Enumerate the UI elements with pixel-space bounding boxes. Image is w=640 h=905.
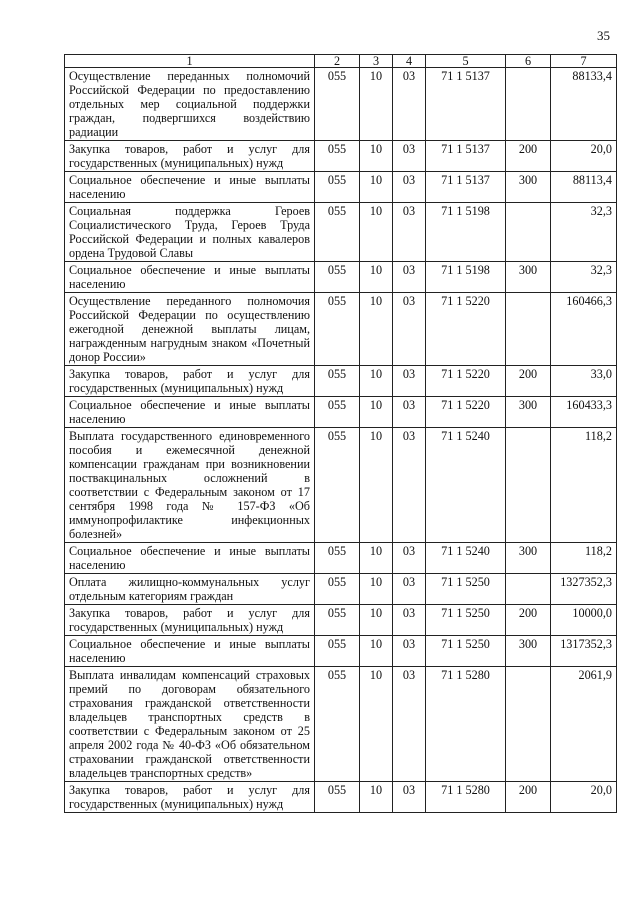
table-row: [65, 68, 617, 141]
department-code-cell: 055: [315, 636, 360, 667]
header-col-4: 4: [393, 55, 426, 68]
amount-cell: 10000,0: [551, 605, 617, 636]
target-article-cell: 71 1 5137: [426, 172, 506, 203]
description-cell: Закупка товаров, работ и услуг для государственных (муниципальных) нужд: [65, 141, 315, 172]
department-code-cell: 055: [315, 782, 360, 813]
department-code-cell: 055: [315, 543, 360, 574]
expense-type-cell: 300: [506, 636, 551, 667]
table-row: [65, 262, 617, 293]
section-code-cell: 10: [360, 141, 393, 172]
department-code-cell: 055: [315, 428, 360, 543]
target-article-cell: 71 1 5137: [426, 141, 506, 172]
subsection-code-cell: 03: [393, 574, 426, 605]
header-col-7: 7: [551, 55, 617, 68]
table-row: [65, 141, 617, 172]
description-cell: Выплата инвалидам компенсаций страховых премий по договорам обязательного страхования гражданской ответственности владельцев транспортных средств в соответствии с Федеральным законом от 25 апреля 2002 года № 40-ФЗ «Об обязательном страховании гражданской ответственности владельцев транспортных средств»: [65, 667, 315, 782]
description-cell: Социальное обеспечение и иные выплаты населению: [65, 543, 315, 574]
target-article-cell: 71 1 5220: [426, 397, 506, 428]
budget-table: [64, 54, 617, 813]
expense-type-cell: 200: [506, 366, 551, 397]
target-article-cell: 71 1 5250: [426, 605, 506, 636]
header-col-3: 3: [360, 55, 393, 68]
target-article-cell: 71 1 5220: [426, 366, 506, 397]
amount-cell: 1327352,3: [551, 574, 617, 605]
subsection-code-cell: 03: [393, 605, 426, 636]
section-code-cell: 10: [360, 262, 393, 293]
description-cell: Выплата государственного единовременного пособия и ежемесячной денежной компенсации гражданам при возникновении поствакцинальных осложнений в соответствии с Федеральным законом от 17 сентября 1998 года № 157-ФЗ «Об иммунопрофилактике инфекционных болезней»: [65, 428, 315, 543]
department-code-cell: 055: [315, 203, 360, 262]
description-cell: Социальное обеспечение и иные выплаты населению: [65, 262, 315, 293]
subsection-code-cell: 03: [393, 203, 426, 262]
section-code-cell: 10: [360, 366, 393, 397]
section-code-cell: 10: [360, 293, 393, 366]
description-cell: Социальное обеспечение и иные выплаты населению: [65, 172, 315, 203]
table-row: [65, 172, 617, 203]
target-article-cell: 71 1 5137: [426, 68, 506, 141]
header-col-6: 6: [506, 55, 551, 68]
description-cell: Осуществление переданных полномочий Российской Федерации по предоставлению отдельных мер социальной поддержки граждан, подвергшихся воздействию радиации: [65, 68, 315, 141]
department-code-cell: 055: [315, 366, 360, 397]
section-code-cell: 10: [360, 667, 393, 782]
table-row: [65, 667, 617, 782]
table-row: [65, 574, 617, 605]
department-code-cell: 055: [315, 262, 360, 293]
expense-type-cell: [506, 68, 551, 141]
subsection-code-cell: 03: [393, 782, 426, 813]
subsection-code-cell: 03: [393, 366, 426, 397]
target-article-cell: 71 1 5280: [426, 782, 506, 813]
header-col-1: 1: [65, 55, 315, 68]
expense-type-cell: 300: [506, 543, 551, 574]
table-row: [65, 203, 617, 262]
target-article-cell: 71 1 5240: [426, 428, 506, 543]
amount-cell: 88113,4: [551, 172, 617, 203]
section-code-cell: 10: [360, 605, 393, 636]
subsection-code-cell: 03: [393, 172, 426, 203]
table-row: [65, 428, 617, 543]
amount-cell: 160433,3: [551, 397, 617, 428]
subsection-code-cell: 03: [393, 543, 426, 574]
subsection-code-cell: 03: [393, 428, 426, 543]
table-row: [65, 543, 617, 574]
expense-type-cell: 300: [506, 262, 551, 293]
table-row: [65, 397, 617, 428]
table-row: [65, 636, 617, 667]
expense-type-cell: [506, 203, 551, 262]
header-row: [65, 55, 617, 68]
section-code-cell: 10: [360, 203, 393, 262]
expense-type-cell: [506, 428, 551, 543]
amount-cell: 32,3: [551, 203, 617, 262]
department-code-cell: 055: [315, 141, 360, 172]
page-number: 35: [597, 28, 610, 43]
description-cell: Социальное обеспечение и иные выплаты населению: [65, 397, 315, 428]
expense-type-cell: [506, 574, 551, 605]
description-cell: Социальное обеспечение и иные выплаты населению: [65, 636, 315, 667]
table-body: [65, 68, 617, 813]
amount-cell: 32,3: [551, 262, 617, 293]
expense-type-cell: 200: [506, 605, 551, 636]
amount-cell: 1317352,3: [551, 636, 617, 667]
section-code-cell: 10: [360, 782, 393, 813]
department-code-cell: 055: [315, 293, 360, 366]
section-code-cell: 10: [360, 428, 393, 543]
amount-cell: 160466,3: [551, 293, 617, 366]
amount-cell: 88133,4: [551, 68, 617, 141]
target-article-cell: 71 1 5250: [426, 636, 506, 667]
department-code-cell: 055: [315, 397, 360, 428]
department-code-cell: 055: [315, 68, 360, 141]
subsection-code-cell: 03: [393, 636, 426, 667]
description-cell: Закупка товаров, работ и услуг для государственных (муниципальных) нужд: [65, 605, 315, 636]
expense-type-cell: 300: [506, 172, 551, 203]
expense-type-cell: 200: [506, 782, 551, 813]
section-code-cell: 10: [360, 172, 393, 203]
target-article-cell: 71 1 5220: [426, 293, 506, 366]
expense-type-cell: 200: [506, 141, 551, 172]
amount-cell: 33,0: [551, 366, 617, 397]
amount-cell: 20,0: [551, 782, 617, 813]
expense-type-cell: [506, 667, 551, 782]
description-cell: Оплата жилищно-коммунальных услуг отдельным категориям граждан: [65, 574, 315, 605]
header-col-2: 2: [315, 55, 360, 68]
department-code-cell: 055: [315, 605, 360, 636]
description-cell: Социальная поддержка Героев Социалистического Труда, Героев Труда Российской Федерации и полных кавалеров ордена Трудовой Славы: [65, 203, 315, 262]
section-code-cell: 10: [360, 397, 393, 428]
table-row: [65, 782, 617, 813]
table-row: [65, 605, 617, 636]
section-code-cell: 10: [360, 636, 393, 667]
subsection-code-cell: 03: [393, 141, 426, 172]
header-col-5: 5: [426, 55, 506, 68]
description-cell: Закупка товаров, работ и услуг для государственных (муниципальных) нужд: [65, 782, 315, 813]
department-code-cell: 055: [315, 574, 360, 605]
amount-cell: 118,2: [551, 543, 617, 574]
description-cell: Закупка товаров, работ и услуг для государственных (муниципальных) нужд: [65, 366, 315, 397]
description-cell: Осуществление переданного полномочия Российской Федерации по осуществлению ежегодной денежной выплаты лицам, награжденным нагрудным знаком «Почетный донор России»: [65, 293, 315, 366]
target-article-cell: 71 1 5198: [426, 262, 506, 293]
table-row: [65, 293, 617, 366]
target-article-cell: 71 1 5280: [426, 667, 506, 782]
subsection-code-cell: 03: [393, 68, 426, 141]
target-article-cell: 71 1 5240: [426, 543, 506, 574]
target-article-cell: 71 1 5250: [426, 574, 506, 605]
target-article-cell: 71 1 5198: [426, 203, 506, 262]
amount-cell: 2061,9: [551, 667, 617, 782]
expense-type-cell: 300: [506, 397, 551, 428]
amount-cell: 118,2: [551, 428, 617, 543]
department-code-cell: 055: [315, 667, 360, 782]
amount-cell: 20,0: [551, 141, 617, 172]
section-code-cell: 10: [360, 68, 393, 141]
subsection-code-cell: 03: [393, 262, 426, 293]
department-code-cell: 055: [315, 172, 360, 203]
subsection-code-cell: 03: [393, 667, 426, 782]
table-row: [65, 366, 617, 397]
table-header: [65, 55, 617, 68]
subsection-code-cell: 03: [393, 397, 426, 428]
expense-type-cell: [506, 293, 551, 366]
subsection-code-cell: 03: [393, 293, 426, 366]
section-code-cell: 10: [360, 543, 393, 574]
section-code-cell: 10: [360, 574, 393, 605]
